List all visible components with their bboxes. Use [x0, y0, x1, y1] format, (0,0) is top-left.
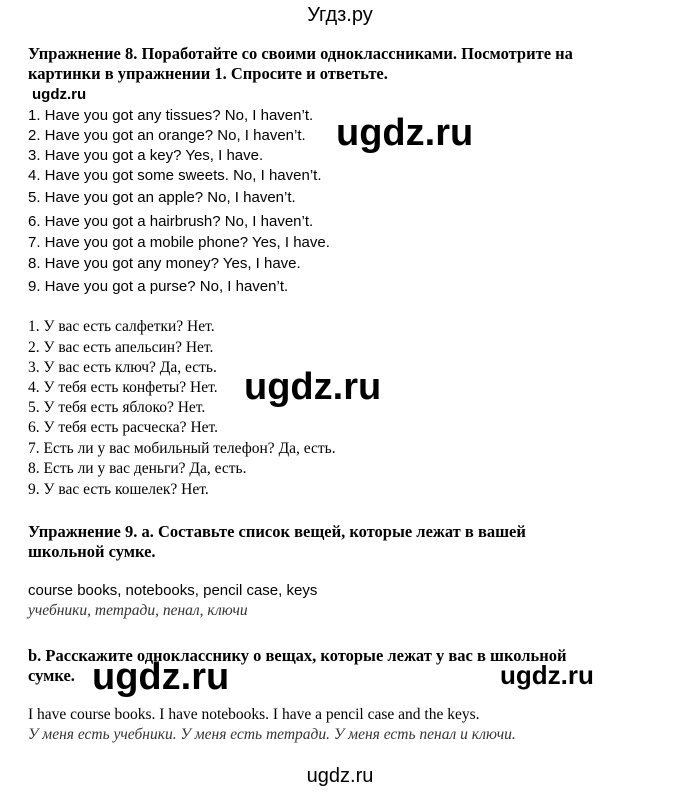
exercise9b-answer-ru: У меня есть учебники. У меня есть тетради. У меня есть пенал и ключи. — [28, 726, 516, 743]
exercise9a-answer-ru: учебники, тетради, пенал, ключи — [28, 602, 248, 619]
list-item: 8. Have you got any money? Yes, I have. — [28, 255, 301, 272]
exercise9a-heading-line2: школьной сумке. — [28, 542, 156, 561]
watermark: ugdz.ru — [336, 112, 474, 154]
exercise8-heading-line1: Упражнение 8. Поработайте со своими одноклассниками. Посмотрите на — [28, 44, 573, 63]
exercise9b-answer-en: I have course books. I have notebooks. I have a pencil case and the keys. — [28, 706, 480, 723]
list-item: 6. У тебя есть расческа? Нет. — [28, 419, 218, 436]
exercise9a-heading-line1: Упражнение 9. a. Составьте список вещей, которые лежат в вашей — [28, 522, 526, 541]
list-item: 3. У вас есть ключ? Да, есть. — [28, 359, 217, 376]
list-item: 9. Have you got a purse? No, I haven’t. — [28, 278, 289, 295]
list-item: 4. Have you got some sweets. No, I haven’t. — [28, 167, 322, 184]
watermark: ugdz.ru — [500, 660, 594, 690]
list-item: 2. У вас есть апельсин? Нет. — [28, 339, 214, 356]
watermark: ugdz.ru — [244, 366, 382, 408]
list-item: 7. Have you got a mobile phone? Yes, I have. — [28, 234, 330, 251]
list-item: 5. Have you got an apple? No, I haven’t. — [28, 189, 296, 206]
exercise9a-answer-en: course books, notebooks, pencil case, keys — [28, 582, 318, 599]
footer-site-name: ugdz.ru — [306, 765, 374, 787]
list-item: 9. У вас есть кошелек? Нет. — [28, 481, 209, 498]
list-item: 1. У вас есть салфетки? Нет. — [28, 318, 215, 335]
watermark: ugdz.ru — [92, 656, 230, 698]
list-item: 2. Have you got an orange? No, I haven’t. — [28, 127, 306, 144]
list-item: 6. Have you got a hairbrush? No, I haven’t. — [28, 213, 314, 230]
list-item: 5. У тебя есть яблоко? Нет. — [28, 399, 206, 416]
site-title: Угдз.ру — [307, 4, 373, 26]
list-item: 4. У тебя есть конфеты? Нет. — [28, 379, 218, 396]
exercise8-heading-line2: картинки в упражнении 1. Спросите и ответьте. — [28, 64, 388, 83]
list-item: 8. Есть ли у вас деньги? Да, есть. — [28, 460, 247, 477]
exercise9b-heading-line1: b. Расскажите однокласснику о вещах, которые лежат у вас в школьной — [28, 646, 567, 665]
list-item: 7. Есть ли у вас мобильный телефон? Да, есть. — [28, 440, 336, 457]
list-item: 3. Have you got a key? Yes, I have. — [28, 147, 264, 164]
exercise9b-heading-line2: сумке. — [28, 666, 75, 685]
small-watermark: ugdz.ru — [32, 86, 87, 103]
list-item: 1. Have you got any tissues? No, I haven’t. — [28, 107, 314, 124]
